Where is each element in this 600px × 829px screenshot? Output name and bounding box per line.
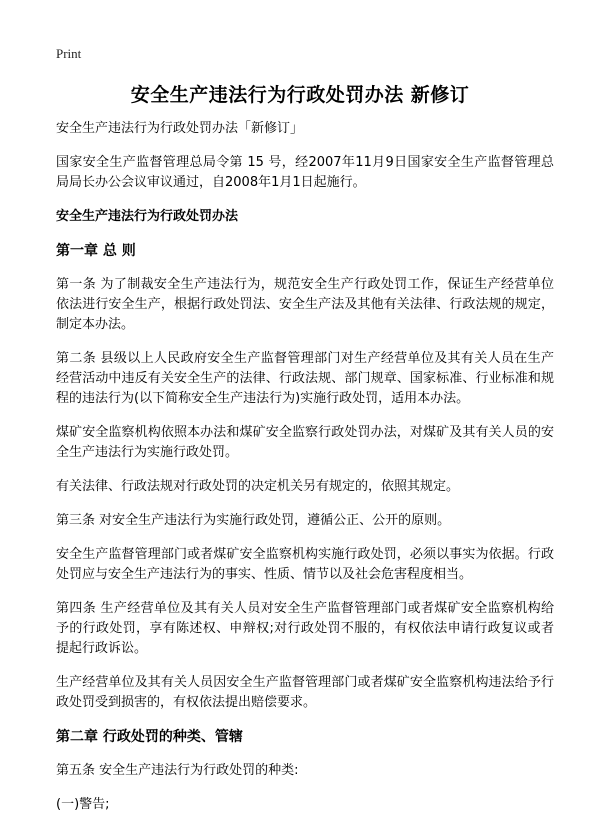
document-title: 安全生产违法行为行政处罚办法 新修订 (130, 84, 470, 106)
paragraph: 安全生产违法行为行政处罚办法「新修订」 (56, 121, 304, 136)
document-body (56, 119, 554, 829)
paragraph: 生产经营单位及其有关人员因安全生产监督管理部门或者煤矿安全监察机构违法给予行政处罚受到损害的，有权依法提出赔偿要求。 (56, 675, 554, 710)
paragraph: 第三条 对安全生产违法行为实施行政处罚，遵循公正、公开的原则。 (56, 513, 451, 528)
paragraph: 有关法律、行政法规对行政处罚的决定机关另有规定的，依照其规定。 (56, 479, 460, 494)
paragraph: 国家安全生产监督管理总局令第 15 号，经2007年11月9日国家安全生产监督管理总局局长办公会议审议通过，自2008年1月1日起施行。 (56, 155, 554, 190)
paragraph: 第四条 生产经营单位及其有关人员对安全生产监督管理部门或者煤矿安全监察机构给予的行政处罚，享有陈述权、申辩权;对行政处罚不服的，有权依法申请行政复议或者提起行政诉讼。 (56, 601, 554, 656)
chapter-heading: 第一章 总 则 (56, 243, 136, 259)
paragraph: 第一条 为了制裁安全生产违法行为，规范安全生产行政处罚工作，保证生产经营单位依法进行安全生产，根据行政处罚法、安全生产法及其他有关法律、行政法规的规定，制定本办法。 (56, 277, 554, 332)
paragraph: 安全生产监督管理部门或者煤矿安全监察机构实施行政处罚，必须以事实为依据。行政处罚应与安全生产违法行为的事实、性质、情节以及社会危害程度相当。 (56, 547, 554, 582)
chapter-heading: 第二章 行政处罚的种类、管辖 (56, 729, 243, 745)
paragraph: 煤矿安全监察机构依照本办法和煤矿安全监察行政处罚办法，对煤矿及其有关人员的安全生产违法行为实施行政处罚。 (56, 425, 554, 460)
paragraph: (一)警告; (56, 797, 110, 812)
paragraph: 第五条 安全生产违法行为行政处罚的种类: (56, 763, 299, 778)
paragraph: 第二条 县级以上人民政府安全生产监督管理部门对生产经营单位及其有关人员在生产经营活动中违反有关安全生产的法律、行政法规、部门规章、国家标准、行业标准和规程的违法行为(以下简称安全生产违法行为)实施行政处罚，适用本办法。 (56, 351, 554, 406)
print-label: Print (56, 46, 82, 61)
section-heading: 安全生产违法行为行政处罚办法 (56, 209, 239, 224)
